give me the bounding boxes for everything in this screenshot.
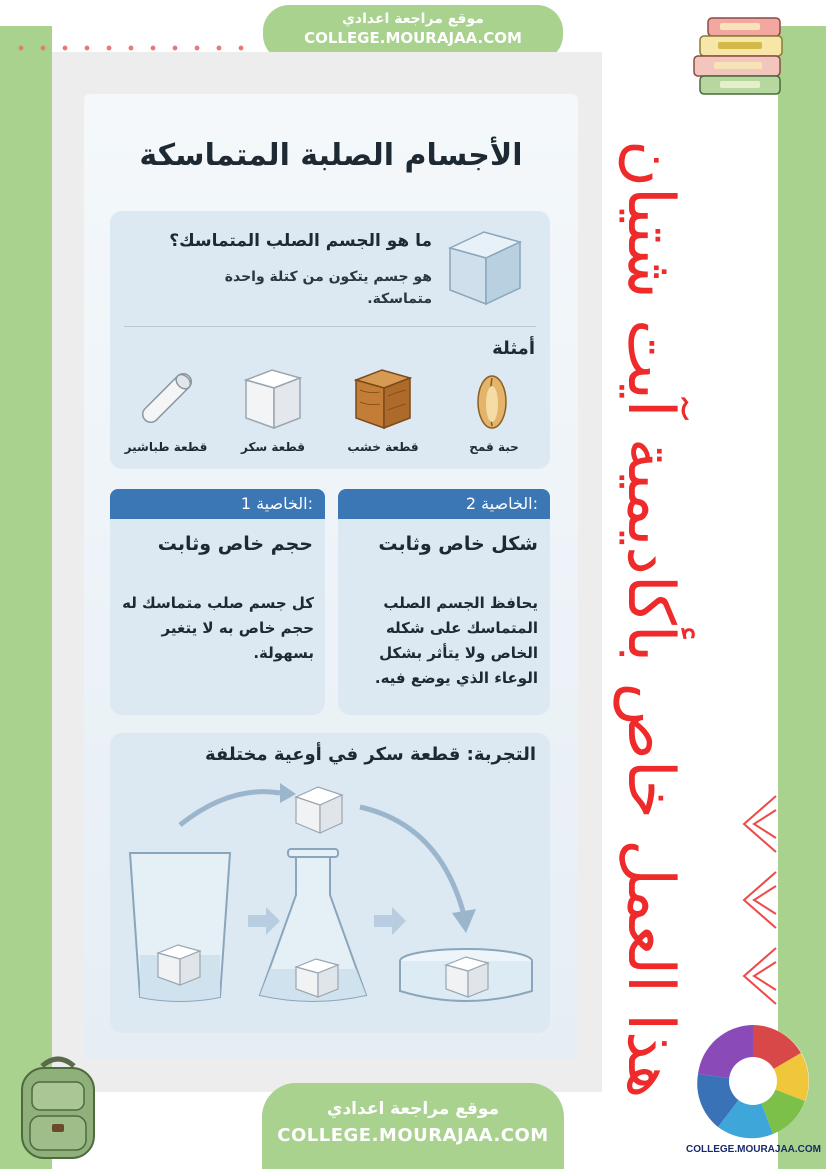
experiment-title: التجربة: قطعة سكر في أوعية مختلفة bbox=[204, 744, 536, 765]
petri-dish bbox=[400, 949, 532, 1001]
property2-header: الخاصية 2: bbox=[338, 489, 550, 519]
books-icon bbox=[690, 14, 790, 96]
decorative-dots bbox=[10, 44, 260, 52]
poster-title: الأجسام الصلبة المتماسكة bbox=[139, 138, 523, 173]
backpack-icon bbox=[8, 1052, 108, 1164]
examples-heading: أمثلة bbox=[492, 338, 535, 359]
property2-body: يحافظ الجسم الصلب المتماسك على شكله الخاص ولا يتأثر بشكل الوعاء الذي يوضع فيه. bbox=[374, 594, 538, 687]
property1-header: الخاصية 1: bbox=[110, 489, 325, 519]
arrow-2 bbox=[374, 907, 406, 935]
section-divider bbox=[124, 326, 536, 327]
curve-arrow-left bbox=[180, 792, 280, 825]
property2-title: شكل خاص وثابت bbox=[378, 533, 538, 555]
property1-body: كل جسم صلب متماسك له حجم خاص به لا يتغير بسهولة. bbox=[122, 594, 314, 662]
site-banner-bottom[interactable] bbox=[262, 1083, 564, 1169]
sugar-cube-icon bbox=[242, 366, 304, 430]
curve-arrow-left-head bbox=[280, 783, 296, 803]
curve-arrow-right-head bbox=[452, 909, 476, 933]
site-url: COLLEGE.MOURAJAA.COM bbox=[304, 29, 522, 47]
example-label-sugar: قطعة سكر bbox=[240, 440, 306, 454]
site-url-bottom: COLLEGE.MOURAJAA.COM bbox=[277, 1125, 549, 1146]
site-logo-icon[interactable] bbox=[694, 1022, 812, 1140]
curve-arrow-right bbox=[360, 807, 464, 915]
site-name-arabic: موقع مراجعة اعدادي bbox=[342, 11, 484, 27]
floating-sugar-cube bbox=[296, 787, 342, 833]
example-label-wood: قطعة خشب bbox=[347, 440, 419, 454]
property1-title: حجم خاص وثابت bbox=[157, 533, 313, 555]
chevron-decoration bbox=[730, 790, 782, 1020]
drinking-glass bbox=[130, 853, 230, 1001]
chalk-icon bbox=[134, 366, 200, 430]
wheat-grain-icon bbox=[470, 368, 514, 432]
arrow-1 bbox=[248, 907, 280, 935]
logo-caption: COLLEGE.MOURAJAA.COM bbox=[686, 1144, 821, 1155]
example-label-chalk: قطعة طباشير bbox=[124, 440, 208, 454]
frame-left bbox=[0, 0, 52, 1169]
glass-cube-icon bbox=[440, 220, 530, 310]
definition-question: ما هو الجسم الصلب المتماسك؟ bbox=[169, 231, 432, 251]
watermark-text: هذا العمل خاص بأكاديمية آيت شتيان bbox=[613, 140, 687, 1099]
site-name-arabic-bottom: موقع مراجعة اعدادي bbox=[326, 1099, 500, 1119]
definition-answer: هو جسم يتكون من كتلة واحدة متماسكة. bbox=[224, 269, 432, 307]
wood-block-icon bbox=[352, 366, 414, 430]
example-label-wheat: حبة قمح bbox=[469, 440, 519, 454]
frame-right bbox=[778, 0, 826, 1169]
experiment-illustration bbox=[120, 775, 540, 1025]
